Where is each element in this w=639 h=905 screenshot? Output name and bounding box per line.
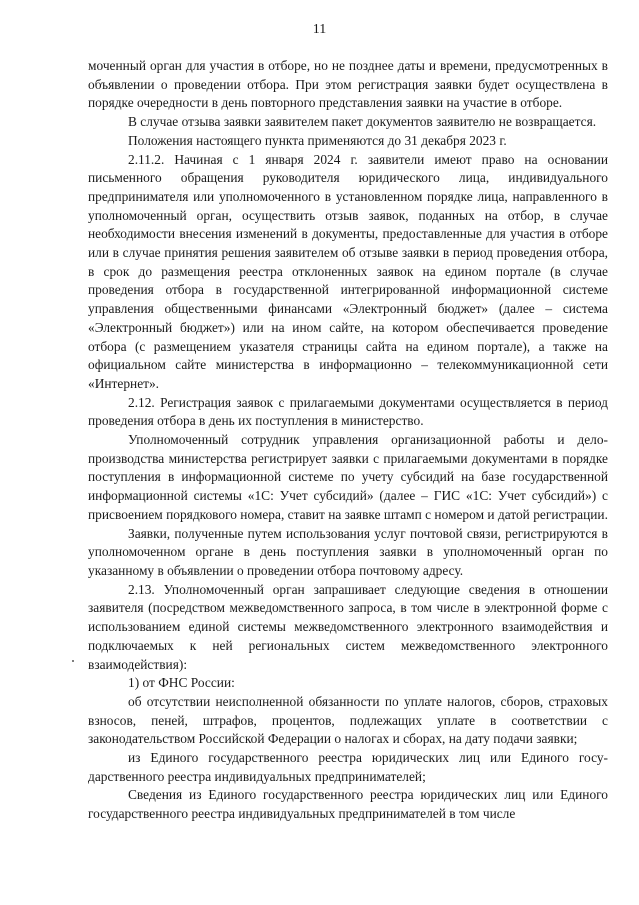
- paragraph: 2.11.2. Начиная с 1 января 2024 г. заявители имеют право на основании письменного обращения руководителя юридического лица, индивидуального предпринимателя или уполномоченного в установленном порядке лица, направленного в уполномоченный орган, осуществить отзыв заявок, поданных на отбор, в случае необходимости внесения изменений в документы, предоставленные для участия в отборе или в случае принятия решения заявителем об отзыве заявки в период проведения отбора, в срок до размещения реестра отклоненных заявок на едином портале (в случае проведения отбора в государственной интегрированной информационной системе управления общественными финансами «Электронный бюджет» (далее – система «Электронный бюджет») или на ином сайте, на котором обеспечивается проведение отбора (с размещением указателя страницы сайта на едином портале), а также на официальном сайте министерства в информационно – телекоммуникационной сети «Интернет».: [88, 151, 608, 391]
- paragraph: 2.12. Регистрация заявок с прилагаемыми документами осуществляется в период проведения отбора в день их поступления в министерство.: [88, 394, 608, 429]
- paragraph: об отсутствии неисполненной обязанности по уплате налогов, сборов, страховых взносов, пеней, штрафов, процентов, подлежащих уплате в соответствии с законодательством Российской Федерации о налогах и сборах, на дату подачи заявки;: [88, 693, 608, 747]
- paragraph: 1) от ФНС России:: [128, 675, 235, 691]
- paragraph: 2.13. Уполномоченный орган запрашивает следующие сведения в отношении заявителя (посредством межведомственного запроса, в том числе в электронной форме с использованием единой системы межведомственного электронного взаимодействия и подключаемых к ней региональных систем межведомственного электронного взаимодействия):: [88, 581, 608, 672]
- paragraph: Положения настоящего пункта применяются до 31 декабря 2023 г.: [128, 132, 507, 148]
- paragraph: Сведения из Единого государственного реестра юридических лиц или Единого государственного реестра индивидуальных предпринимателей в том числе: [88, 787, 608, 822]
- paragraph: из Единого государственного реестра юридических лиц или Единого государственного реестра индивидуальных предпринимателей;: [88, 750, 608, 784]
- page-number: 11: [312, 22, 327, 37]
- document-body: [88, 57, 608, 824]
- paragraph: моченный орган для участия в отборе, но не позднее даты и времени, предусмотренных в объявлении о проведении отбора. При этом регистрация заявки будет осуществлена в порядке очередности в день повторного представления заявки на участие в отборе.: [88, 58, 608, 111]
- paragraph: Заявки, полученные путем использования услуг почтовой связи, регистрируются в уполномоченном органе в день поступления заявки в уполномоченный орган по указанному в объявлении о проведении отбора почтовому адресу.: [88, 525, 608, 578]
- paragraph: В случае отзыва заявки заявителем пакет документов заявителю не возвращается.: [128, 114, 597, 130]
- paragraph: Уполномоченный сотрудник управления организационной работы и делопроизводства министерства регистрирует заявки с прилагаемыми документами в порядке поступления в информационной системе по учету субсидий на базе государственной информационной системы «1С: Учет субсидий» (далее – ГИС «1С: Учет субсидий») с присвоением порядкового номера, ставит на заявке штамп с номером и датой регистрации.: [88, 432, 608, 522]
- scan-speck: [72, 660, 74, 662]
